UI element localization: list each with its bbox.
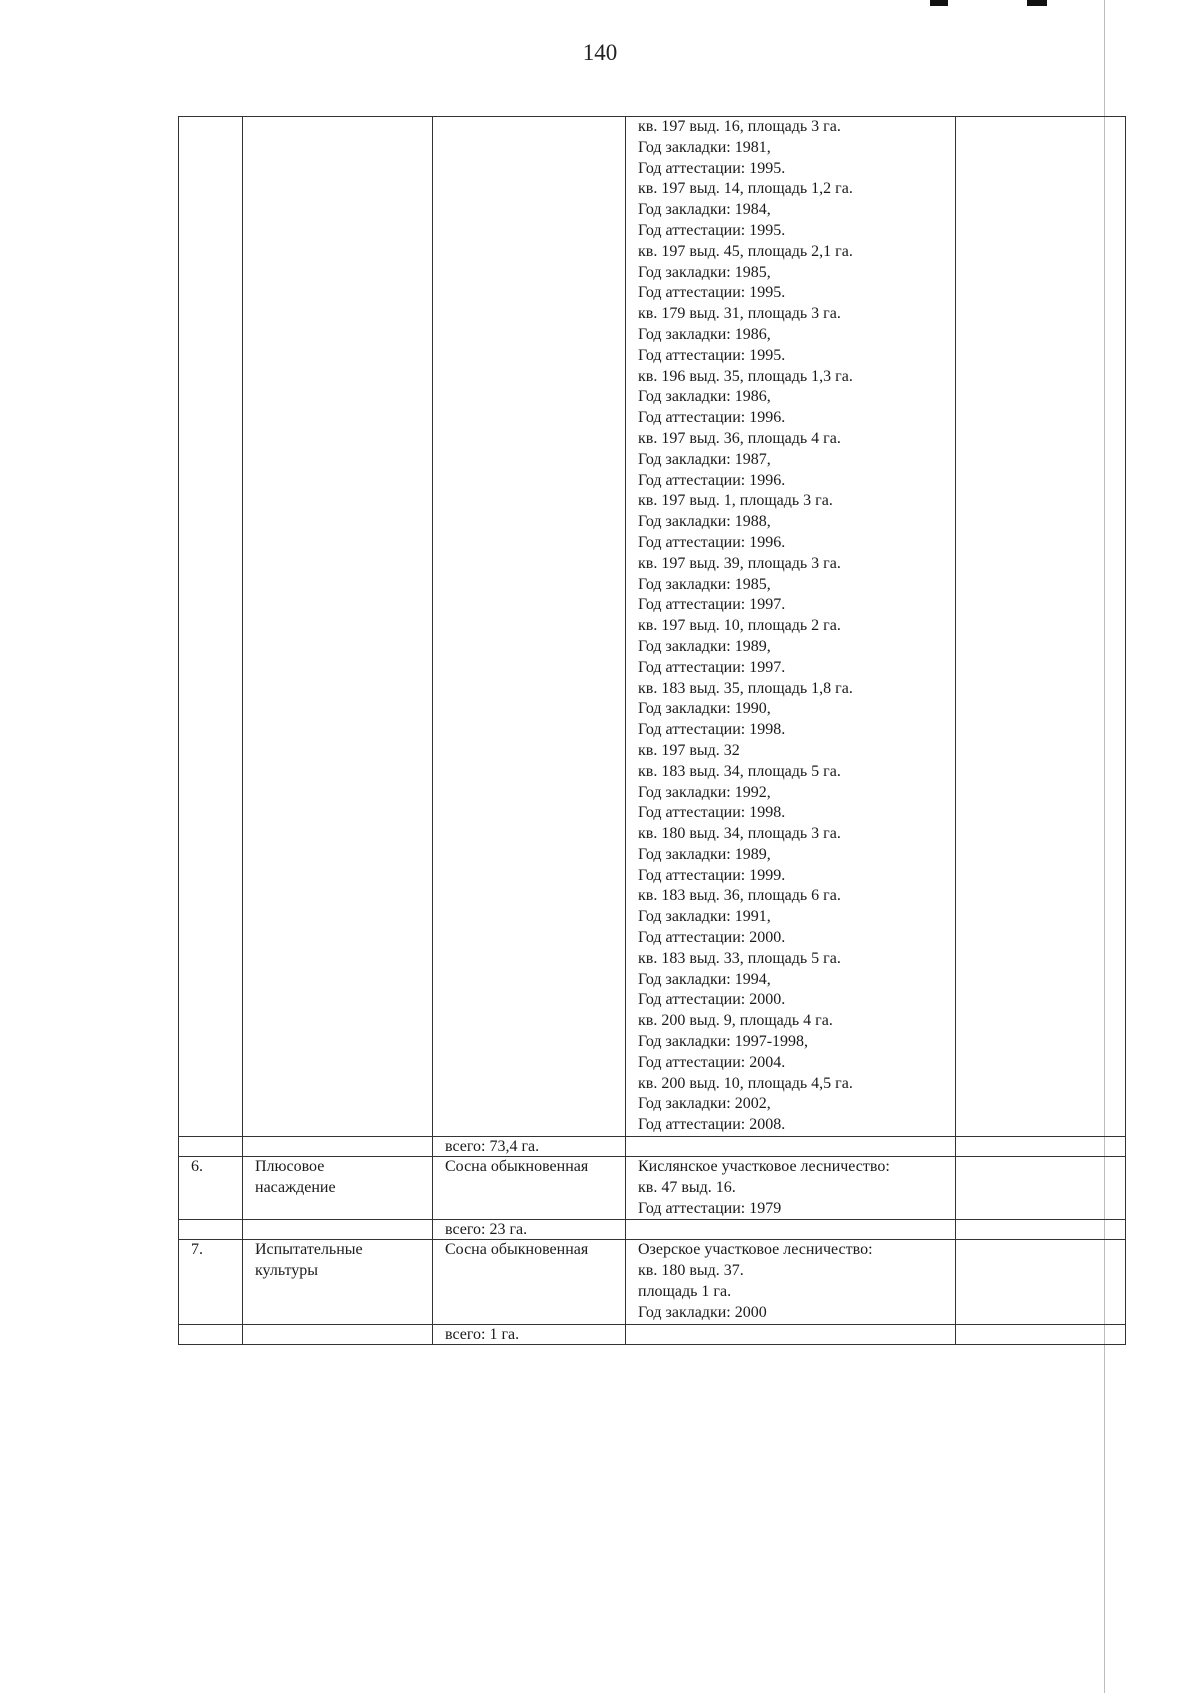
details-line: Год закладки: 1989, bbox=[638, 637, 771, 655]
details-line: Год аттестации: 1998. bbox=[638, 721, 786, 739]
table-row bbox=[179, 1240, 1126, 1324]
details-line: кв. 196 выд. 35, площадь 1,3 га. bbox=[638, 367, 853, 385]
details-line: кв. 200 выд. 10, площадь 4,5 га. bbox=[638, 1074, 853, 1092]
details-line: Год закладки: 1997-1998, bbox=[638, 1033, 809, 1051]
details-line: Год аттестации: 1996. bbox=[638, 471, 786, 489]
cell-num bbox=[179, 117, 243, 1137]
details-line: кв. 197 выд. 45, площадь 2,1 га. bbox=[638, 242, 853, 260]
total-label: всего: 1 га. bbox=[433, 1324, 626, 1344]
tree-species: Сосна обыкновенная bbox=[433, 1240, 626, 1324]
details-list bbox=[638, 117, 955, 1136]
details-line: Год закладки: 1986, bbox=[638, 388, 771, 406]
details-line: кв. 197 выд. 32 bbox=[638, 741, 740, 759]
cell-note bbox=[956, 117, 1126, 1137]
details-line: Год закладки: 1987, bbox=[638, 450, 771, 468]
forest-objects-table bbox=[178, 116, 1126, 1345]
details-line: кв. 183 выд. 34, площадь 5 га. bbox=[638, 762, 841, 780]
details-line: Год аттестации: 1996. bbox=[638, 533, 786, 551]
row-number: 6. bbox=[179, 1157, 243, 1220]
planting-type: Плюсовое насаждение bbox=[243, 1157, 433, 1220]
details-line: Год закладки: 1990, bbox=[638, 700, 771, 718]
details-line: Год аттестации: 2004. bbox=[638, 1053, 786, 1071]
cell-species bbox=[433, 117, 626, 1137]
details-line: Год закладки: 1981, bbox=[638, 138, 771, 156]
details-line: кв. 183 выд. 36, площадь 6 га. bbox=[638, 887, 841, 905]
details-line: кв. 197 выд. 14, площадь 1,2 га. bbox=[638, 180, 853, 198]
details-line: Год аттестации: 1997. bbox=[638, 596, 786, 614]
tree-species: Сосна обыкновенная bbox=[433, 1157, 626, 1220]
details-line: Год закладки: 1986, bbox=[638, 325, 771, 343]
table-row-total bbox=[179, 1324, 1126, 1344]
table-row bbox=[179, 1157, 1126, 1220]
details-line: Год закладки: 1992, bbox=[638, 783, 771, 801]
details-line: кв. 183 выд. 35, площадь 1,8 га. bbox=[638, 679, 853, 697]
details-line: Год закладки: 1994, bbox=[638, 970, 771, 988]
table-row-total bbox=[179, 1220, 1126, 1240]
page-number: 140 bbox=[582, 40, 618, 65]
total-label: всего: 73,4 га. bbox=[433, 1137, 626, 1157]
details-line: кв. 197 выд. 36, площадь 4 га. bbox=[638, 429, 841, 447]
table-row-continued bbox=[179, 117, 1126, 1137]
details-line: кв. 197 выд. 10, площадь 2 га. bbox=[638, 617, 841, 635]
details-line: Год закладки: 1989, bbox=[638, 845, 771, 863]
total-label: всего: 23 га. bbox=[433, 1220, 626, 1240]
scan-mark bbox=[930, 0, 948, 6]
details-line: Год аттестации: 1995. bbox=[638, 346, 786, 364]
details-line: Год закладки: 1985, bbox=[638, 263, 771, 281]
details-line: Год аттестации: 1996. bbox=[638, 409, 786, 427]
details-line: Год аттестации: 1995. bbox=[638, 284, 786, 302]
details-line: Год аттестации: 1998. bbox=[638, 804, 786, 822]
details-line: кв. 197 выд. 16, площадь 3 га. bbox=[638, 118, 841, 135]
details-line: Год закладки: 2002, bbox=[638, 1095, 771, 1113]
row-number: 7. bbox=[179, 1240, 243, 1324]
details-line: кв. 200 выд. 9, площадь 4 га. bbox=[638, 1012, 833, 1030]
details-line: кв. 179 выд. 31, площадь 3 га. bbox=[638, 305, 841, 323]
location-details: Озерское участковое лесничество: кв. 180 выд. 37. площадь 1 га. Год закладки: 2000 bbox=[626, 1240, 956, 1324]
details-line: кв. 183 выд. 33, площадь 5 га. bbox=[638, 949, 841, 967]
details-line: кв. 180 выд. 34, площадь 3 га. bbox=[638, 825, 841, 843]
details-line: Год аттестации: 1997. bbox=[638, 658, 786, 676]
scan-mark bbox=[1027, 0, 1047, 6]
details-line: Год закладки: 1985, bbox=[638, 575, 771, 593]
details-line: Год аттестации: 2000. bbox=[638, 991, 786, 1009]
details-line: Год аттестации: 1995. bbox=[638, 159, 786, 177]
details-line: Год аттестации: 1995. bbox=[638, 221, 786, 239]
table-row-total bbox=[179, 1137, 1126, 1157]
cell-type bbox=[243, 117, 433, 1137]
cell-details bbox=[626, 117, 956, 1137]
details-line: Год закладки: 1991, bbox=[638, 908, 771, 926]
details-line: Год аттестации: 2000. bbox=[638, 929, 786, 947]
details-line: Год закладки: 1988, bbox=[638, 513, 771, 531]
planting-type: Испытательные культуры bbox=[243, 1240, 433, 1324]
details-line: Год аттестации: 1999. bbox=[638, 866, 786, 884]
details-line: кв. 197 выд. 1, площадь 3 га. bbox=[638, 492, 833, 510]
details-line: кв. 197 выд. 39, площадь 3 га. bbox=[638, 554, 841, 572]
location-details: Кислянское участковое лесничество: кв. 47 выд. 16. Год аттестации: 1979 bbox=[626, 1157, 956, 1220]
details-line: Год закладки: 1984, bbox=[638, 201, 771, 219]
details-line: Год аттестации: 2008. bbox=[638, 1116, 786, 1134]
